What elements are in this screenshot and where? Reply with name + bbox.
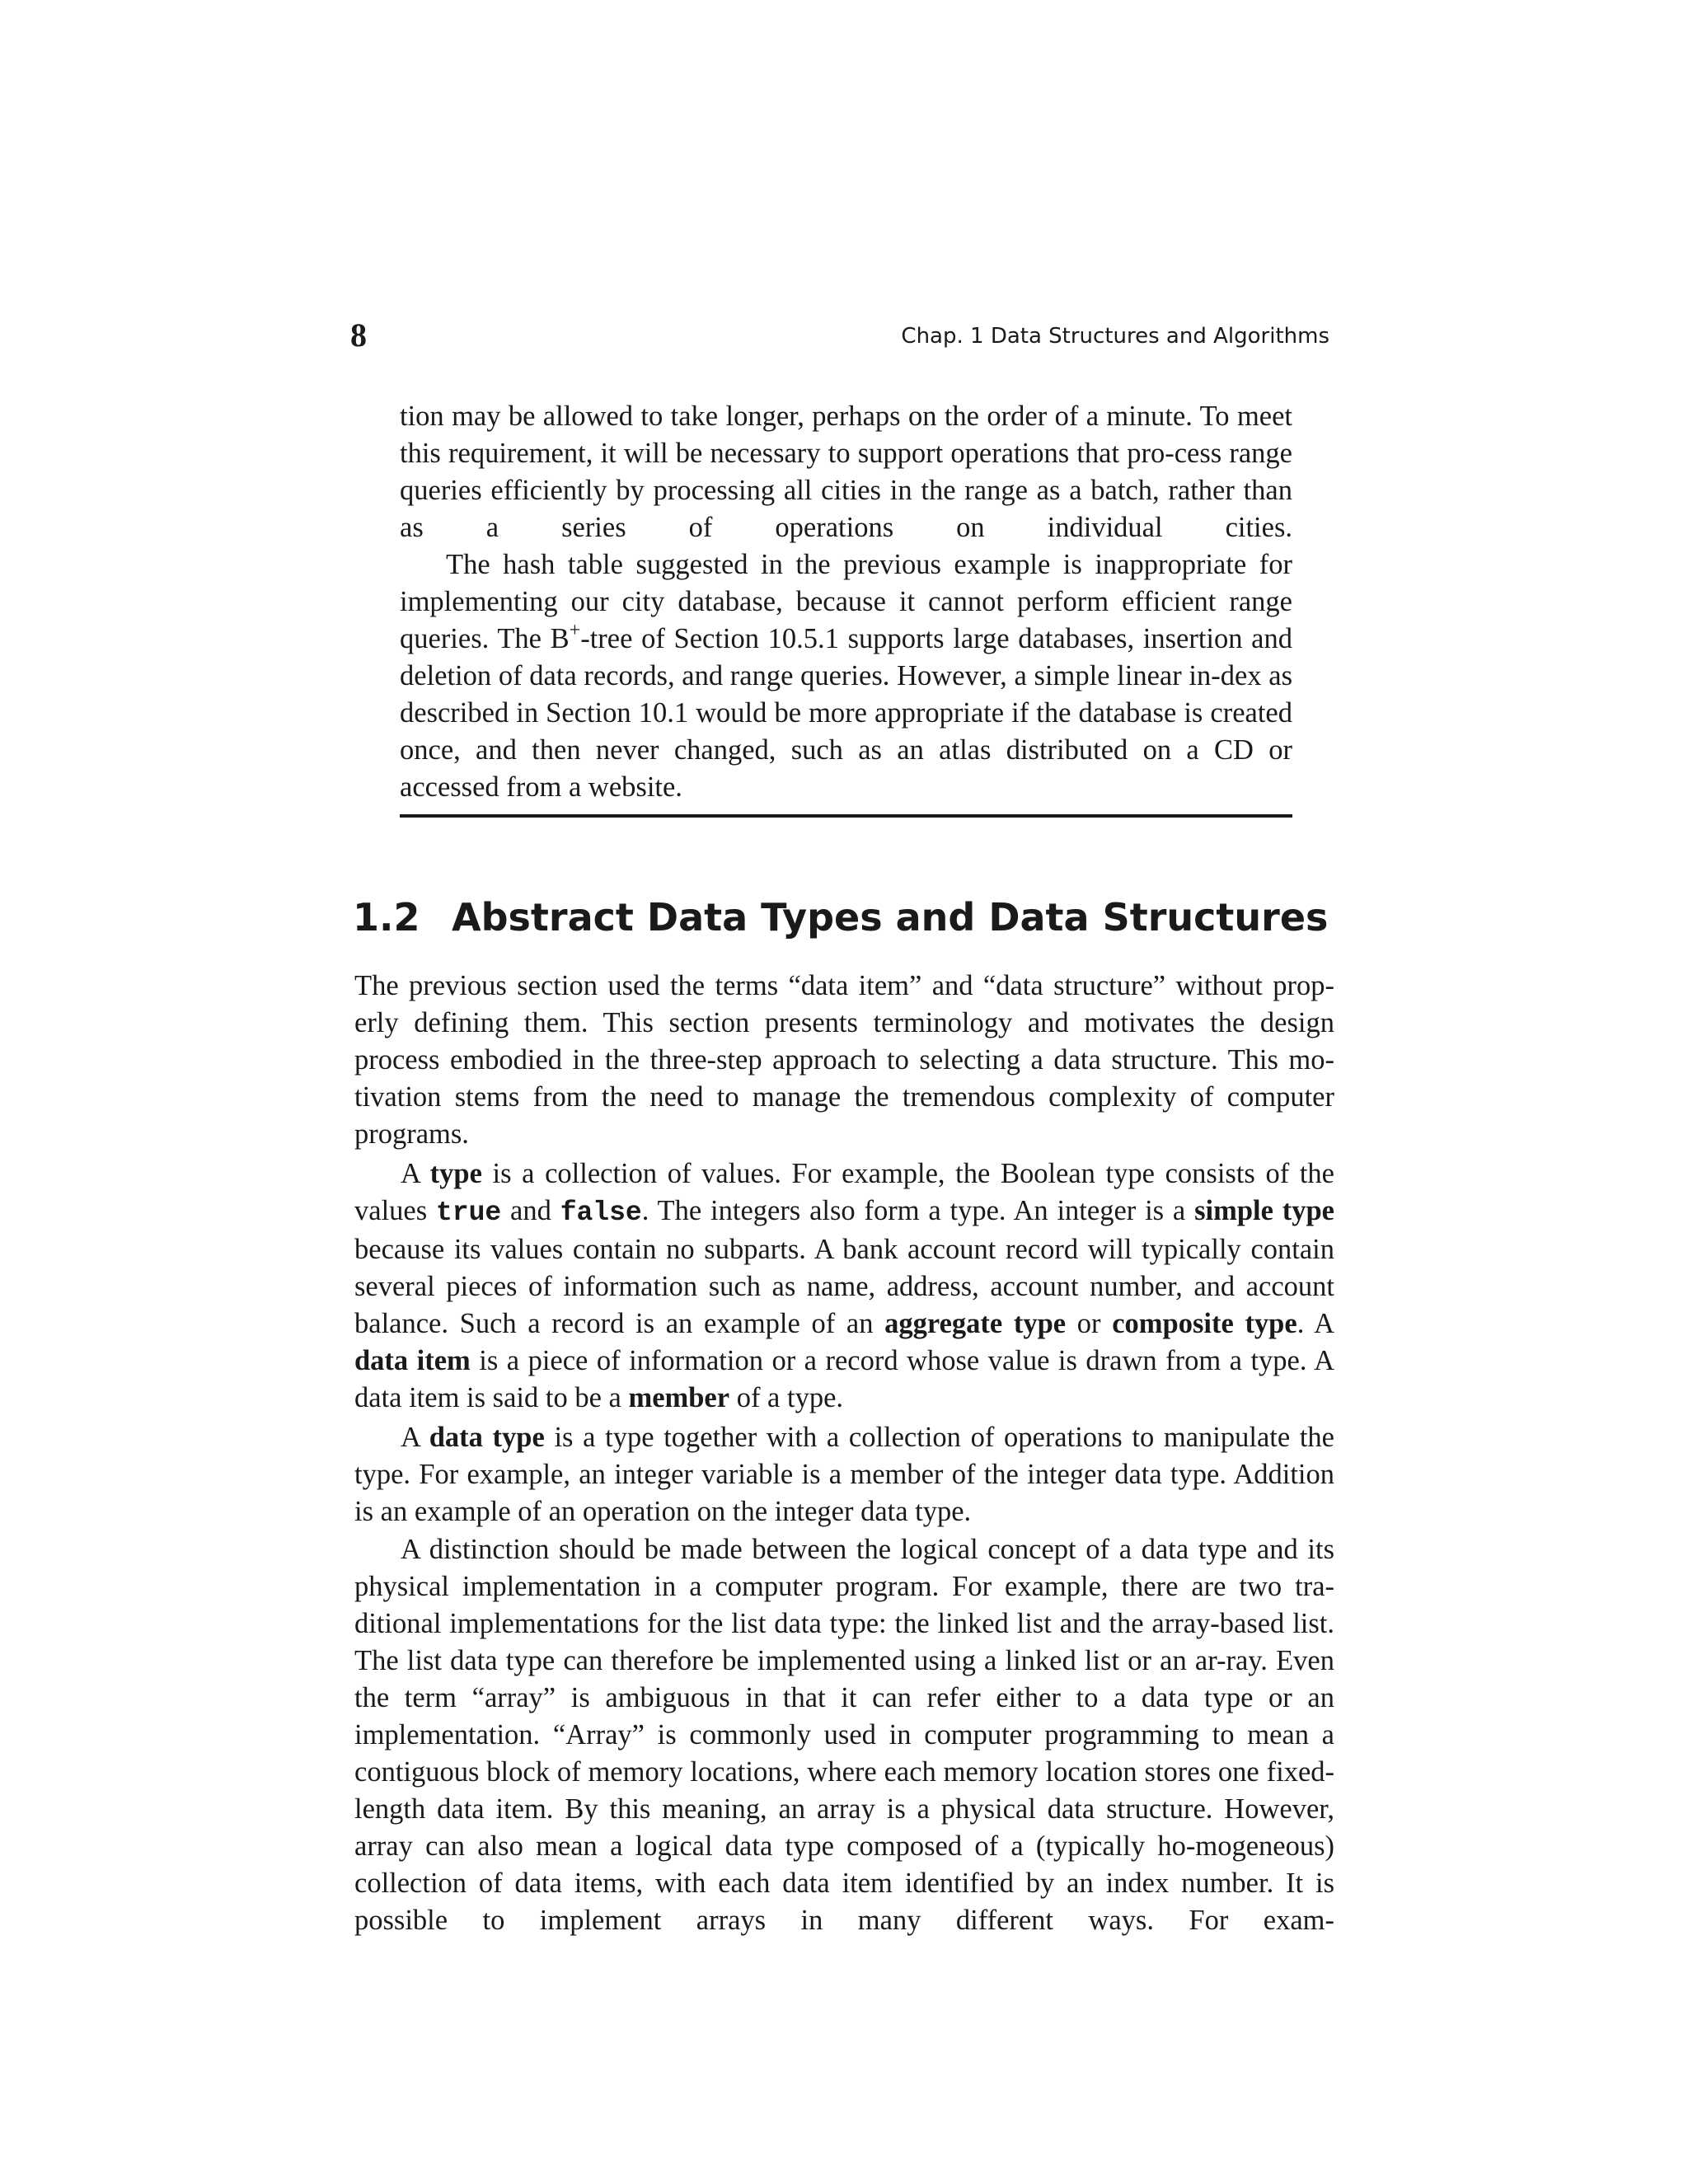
text-run: . A xyxy=(1296,1308,1334,1339)
text-run: because its values contain no subparts. A bank account record will typically contain several pieces of information such as name, address, account number, and account balance. Such a record is an example of an xyxy=(354,1234,1334,1339)
term-composite-type: composite type xyxy=(1112,1308,1297,1339)
example-paragraph-1: tion may be allowed to take longer, perhaps on the order of a minute. To meet this requirement, it will be necessary to support operations that pro-cess range queries efficiently by processing all cities in the range as a batch, rather than as a series of operations on individual cities. xyxy=(400,401,1292,543)
section-title: Abstract Data Types and Data Structures xyxy=(452,895,1329,940)
example-p2-text-b: -tree of Section 10.5.1 supports large databases, insertion and deletion of data records, and range queries. However, a simple linear in-dex as described in Section 10.1 would be more appropriate if the database is created once, and then never changed, such as an atlas distributed on a CD or accessed from a website. xyxy=(400,623,1292,803)
term-data-type: data type xyxy=(429,1422,545,1453)
running-head: Chap. 1 Data Structures and Algorithms xyxy=(901,324,1329,349)
text-run: is a collection of values. For example, the Boolean type consists of the values xyxy=(354,1158,1334,1226)
example-paragraph-2 xyxy=(400,546,1292,806)
example-end-rule xyxy=(400,814,1292,818)
text-run: of a type. xyxy=(729,1382,844,1413)
term-member: member xyxy=(628,1382,730,1413)
text-run: A xyxy=(401,1158,430,1189)
body-paragraph-2 xyxy=(354,1155,1334,1417)
text-run: . The integers also form a type. An integer is a xyxy=(641,1195,1195,1226)
code-true: true xyxy=(435,1197,502,1228)
term-type: type xyxy=(429,1158,482,1189)
superscript-plus: + xyxy=(569,620,581,641)
text-run: and xyxy=(501,1195,560,1226)
example-p2-text-a: The hash table suggested in the previous example is inappropriate for implementing our city database, because it cannot perform efficient range queries. The B xyxy=(400,549,1292,654)
page-number: 8 xyxy=(350,316,367,354)
text-run: is a piece of information or a record whose value is drawn from a type. A data item is said to be a xyxy=(354,1345,1334,1413)
text-run: A xyxy=(401,1422,429,1453)
body-paragraph-1: The previous section used the terms “data item” and “data structure” without prop-erly defining them. This section presents terminology and motivates the design process embodied in the three-step approach to selecting a data structure. This mo-tivation stems from the need to manage the tremendous complexity of computer programs. xyxy=(354,970,1334,1150)
term-simple-type: simple type xyxy=(1194,1195,1334,1226)
section-number: 1.2 xyxy=(353,895,420,940)
code-false: false xyxy=(560,1197,642,1228)
body-paragraph-4: A distinction should be made between the logical concept of a data type and its physical implementation in a computer program. For example, there are two tra-ditional implementations for the list data type: the linked list and the array-based list. The list data type can therefore be implemented using a linked list or an ar-ray. Even the term “array” is ambiguous in that it can refer either to a data type or an implementation. “Array” is commonly used in computer programming to mean a contiguous block of memory locations, where each memory location stores one fixed-length data item. By this meaning, an array is a physical data structure. However, array can also mean a logical data type composed of a (typically ho-mogeneous) collection of data items, with each data item identified by an index number. It is possible to implement arrays in many different ways. For exam- xyxy=(354,1534,1334,1936)
text-run: or xyxy=(1066,1308,1113,1339)
text-run: is a type together with a collection of operations to manipulate the type. For example, an integer variable is a member of the integer data type. Addition is an example of an operation on the integer data type. xyxy=(354,1422,1334,1527)
section-heading xyxy=(353,893,1328,942)
term-aggregate-type: aggregate type xyxy=(884,1308,1067,1339)
term-data-item: data item xyxy=(354,1345,471,1376)
body-paragraph-3 xyxy=(354,1419,1334,1530)
